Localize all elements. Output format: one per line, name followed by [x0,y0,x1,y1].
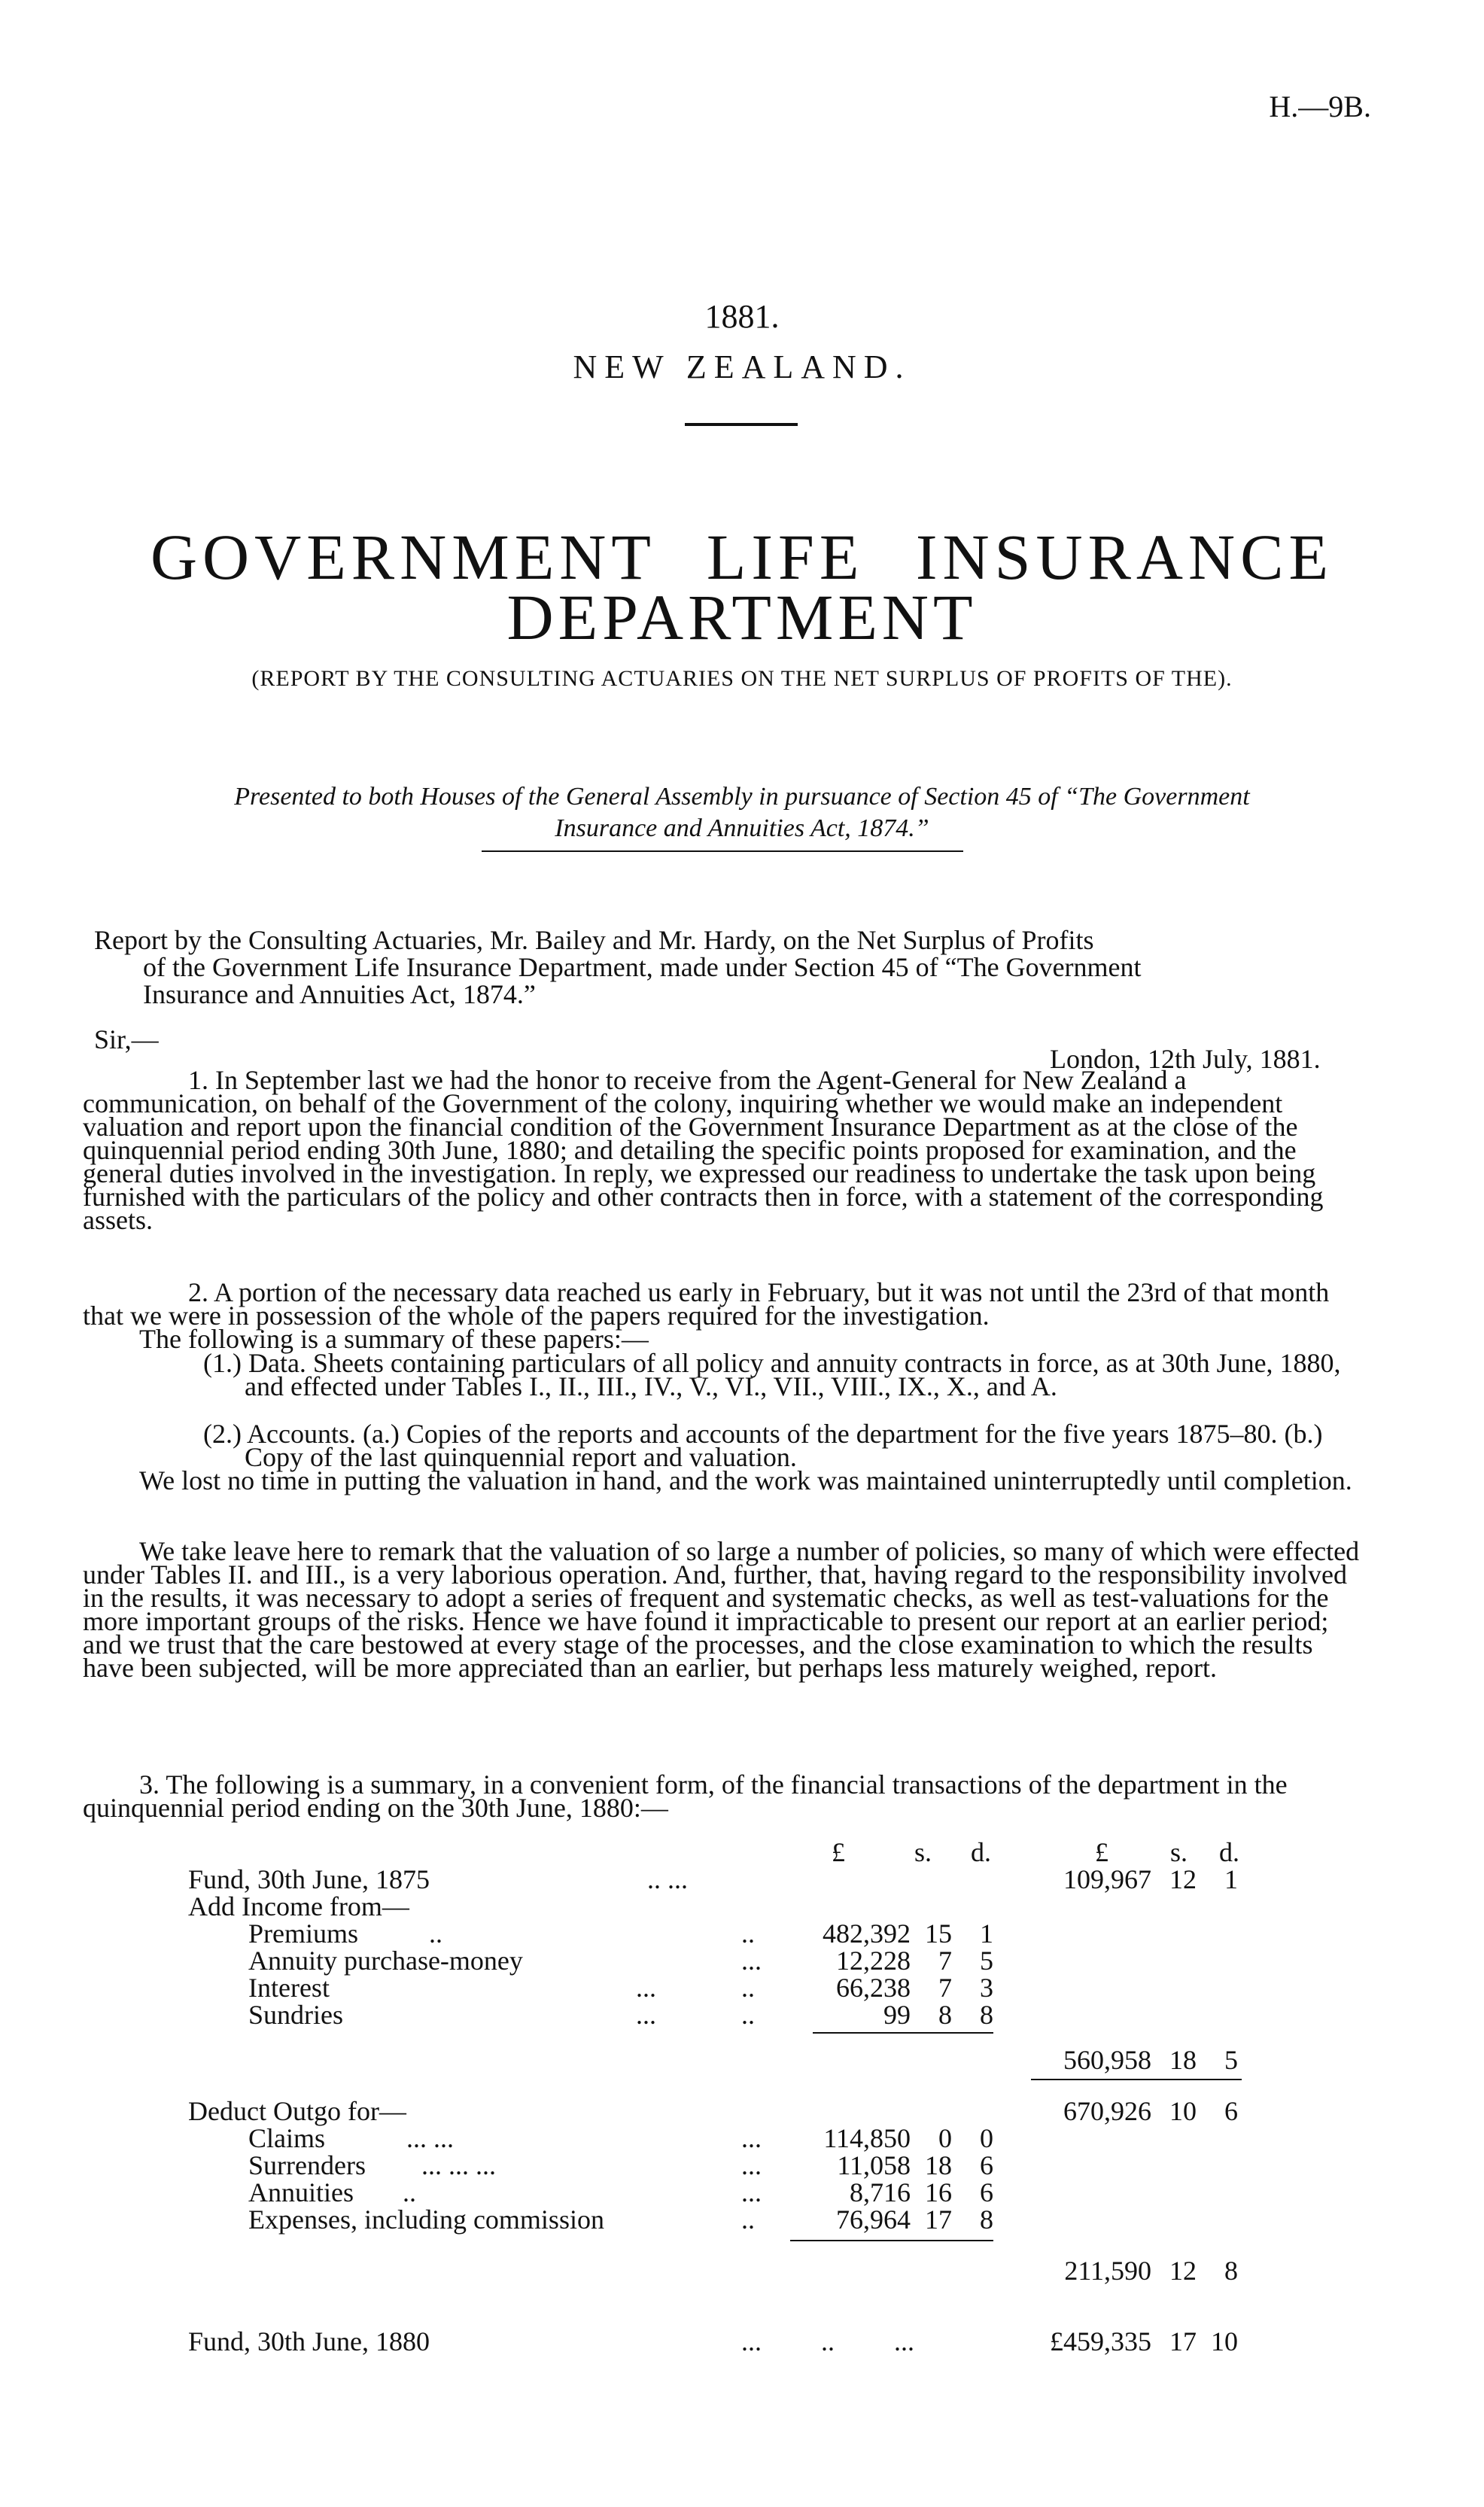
table-row [0,1918,1484,1949]
pence-value: 10 [1211,2326,1238,2356]
pounds-value: 670,926 [1063,2096,1151,2126]
pounds-value: £459,335 [1050,2326,1151,2356]
salutation: Sir,— [94,1024,159,1054]
dot-leader: .. [429,1918,442,1949]
presented-note-line1: Presented to both Houses of the General Assembly in pursuance of Section 45 of “The Government [234,783,1250,811]
table-row [0,1972,1484,2003]
pounds-value: 560,958 [1063,2045,1151,2075]
pence-header: d. [1219,1837,1239,1867]
pounds-value: 11,058 [837,2150,911,2180]
table-row-deduct-outgo [0,2095,1484,2126]
table-row-outgo-total [0,2255,1484,2286]
shillings-value: 12 [1169,1864,1197,1894]
pounds-value: 211,590 [1064,2256,1151,2286]
pound-header: £ [832,1837,845,1867]
pound-header: £ [1095,1837,1108,1867]
pounds-value: 8,716 [850,2177,911,2207]
pence-value: 1 [980,1918,993,1949]
page-title-line2: DEPARTMENT [506,581,978,653]
dot-leader: .. [741,2000,755,2030]
table-row [0,1945,1484,1976]
pence-value: 5 [980,1946,993,1976]
report-heading-line3: Insurance and Annuities Act, 1874.” [143,979,536,1009]
row-label: Expenses, including commission [248,2204,604,2235]
dot-leader: ... [636,2000,656,2030]
dot-leader: .. [741,1973,755,2003]
country: NEW ZEALAND. [573,348,911,385]
row-label: Add Income from— [188,1891,409,1921]
pence-value: 6 [980,2177,993,2207]
shillings-value: 10 [1169,2096,1197,2126]
row-label: Interest [248,1973,330,2003]
title-divider [685,423,798,426]
paragraph-remarks: We take leave here to remark that the valuation of so large a number of policies, so many of which were effected under Tables II. and III., is a very laborious operation. And, further, that, having regard to the responsibility involved in the results, it was necessary to adopt a series of frequent and systematic checks, as well as test-valuations for the more important groups of the risks. Hence we have found it impracticable to present our report at an earlier period; and we trust that the care bestowed at every stage of the processes, and the close examination to which the results have been subjected, will be more appreciated than an earlier, but perhaps less maturely weighed, report. [83,1536,1360,1683]
dot-leader: ... ... ... [421,2150,496,2180]
document-reference: H.—9B. [1269,90,1371,123]
presented-note-line2: Insurance and Annuities Act, 1874.” [555,814,929,842]
dot-leader: .. [403,2177,416,2207]
pence-value: 6 [1224,2096,1238,2126]
row-label: Premiums [248,1918,359,1949]
shillings-value: 17 [925,2204,952,2235]
papers-intro: The following is a summary of these papers:— [139,1324,649,1354]
row-label: Annuity purchase-money [248,1946,523,1976]
papers-item-data: (1.) Data. Sheets containing particulars of all policy and annuity contracts in force, as at 30th June, 1880, and effected under Tables I., II., III., IV., V., VI., VII., VIII., IX., X., and A. [203,1348,1341,1401]
pence-value: 3 [980,1973,993,2003]
shillings-value: 16 [925,2177,952,2207]
shillings-value: 7 [938,1946,952,1976]
table-row-add-income [0,1891,1484,1921]
dot-leader: ... [741,2177,762,2207]
pence-header: d. [971,1837,991,1867]
paragraph-1: 1. In September last we had the honor to receive from the Agent-General for New Zealand a communication, on behalf of the Government of the colony, inquiring whether we would make an independent valuation and report upon the financial condition of the Government Insurance Department as at the close of the quinquennial period ending 30th June, 1880; and detailing the specific points proposed for examination, and the general duties involved in the investigation. In reply, we expressed our readiness to undertake the task upon being furnished with the particulars of the policy and other contracts then in force, with a statement of the corresponding assets. [83,1065,1324,1235]
pounds-value: 109,967 [1063,1864,1151,1894]
place-date: London, 12th July, 1881. [1050,1044,1321,1074]
pence-value: 1 [1224,1864,1238,1894]
pounds-value: 12,228 [836,1946,911,1976]
row-label: Sundries [248,2000,343,2030]
table-row-fund-1875 [0,1864,1484,1894]
shillings-value: 18 [925,2150,952,2180]
table-row [0,1999,1484,2030]
row-label: Claims [248,2123,326,2153]
total-rule [1031,2079,1242,2080]
table-row [0,2204,1484,2235]
table-row [0,2177,1484,2207]
pence-value: 8 [980,2000,993,2030]
dot-leader: ... [741,2150,762,2180]
row-label: Annuities [248,2177,354,2207]
pounds-value: 99 [883,2000,911,2030]
row-label: Fund, 30th June, 1880 [188,2326,430,2356]
dot-leader: ... .. ... [741,2326,914,2356]
shillings-value: 17 [1169,2326,1197,2356]
shilling-header: s. [1170,1837,1188,1867]
shillings-value: 8 [938,2000,952,2030]
subtotal-rule [813,2032,993,2034]
paragraph-3: 3. The following is a summary, in a convenient form, of the financial transactions of the department in the quinquennial period ending on the 30th June, 1880:— [83,1769,1288,1823]
row-label: Surrenders [248,2150,366,2180]
subtotal-rule [790,2240,993,2241]
dot-leader: ... [741,2123,762,2153]
table-row-income-total [0,2044,1484,2075]
dot-leader: .. [741,2204,755,2235]
row-label: Deduct Outgo for— [188,2096,406,2126]
table-row [0,2150,1484,2180]
report-heading-line2: of the Government Life Insurance Department, made under Section 45 of “The Government [143,952,1142,982]
shillings-value: 0 [938,2123,952,2153]
page-title-line1: GOVERNMENT LIFE INSURANCE [150,521,1334,593]
shillings-value: 18 [1169,2045,1197,2075]
shillings-value: 12 [1169,2256,1197,2286]
presented-divider [482,850,963,852]
pence-value: 6 [980,2150,993,2180]
pence-value: 8 [980,2204,993,2235]
report-heading-line1: Report by the Consulting Actuaries, Mr. Bailey and Mr. Hardy, on the Net Surplus of Profits [94,925,1094,955]
papers-item-accounts: (2.) Accounts. (a.) Copies of the reports and accounts of the department for the five years 1875–80. (b.) Copy of the last quinquennial report and valuation. [203,1419,1323,1472]
paragraph-valuation: We lost no time in putting the valuation in hand, and the work was maintained uninterruptedly until completion. [139,1465,1352,1495]
table-row [0,2122,1484,2153]
pounds-value: 114,850 [823,2123,911,2153]
pounds-value: 66,238 [836,1973,911,2003]
pence-value: 8 [1224,2256,1238,2286]
shillings-value: 7 [938,1973,952,2003]
dot-leader: ... [636,1973,656,2003]
dot-leader: ... [741,1946,762,1976]
shillings-value: 15 [925,1918,952,1949]
dot-leader: ... ... [406,2123,454,2153]
pounds-value: 76,964 [836,2204,911,2235]
table-row-fund-1880 [0,2326,1484,2356]
paragraph-2: 2. A portion of the necessary data reached us early in February, but it was not until the 23rd of that month that we were in possession of the whole of the papers required for the investigation. [83,1277,1330,1331]
dot-leader: .. ... [647,1864,688,1894]
pence-value: 0 [980,2123,993,2153]
shilling-header: s. [914,1837,932,1867]
row-label: Fund, 30th June, 1875 [188,1864,430,1894]
pence-value: 5 [1224,2045,1238,2075]
dot-leader: .. [741,1918,755,1949]
page-subtitle: (REPORT BY THE CONSULTING ACTUARIES ON THE NET SURPLUS OF PROFITS OF THE). [251,666,1233,691]
pounds-value: 482,392 [823,1918,911,1949]
year: 1881. [704,298,780,335]
column-headers [0,1836,1484,1867]
